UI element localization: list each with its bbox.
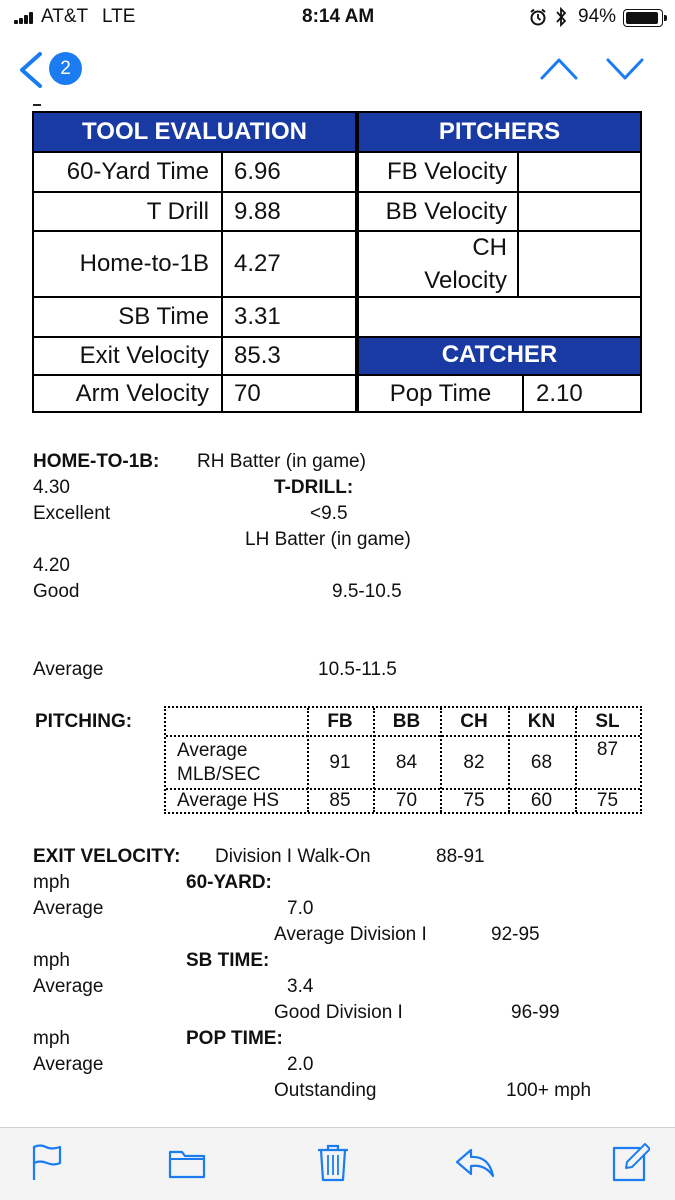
pitcher-label-ch: CH Velocity (424, 234, 507, 294)
sb-time-heading: SB TIME: (186, 950, 270, 971)
pitch-col-fb: FB (327, 710, 353, 732)
exit-velocity-heading: EXIT VELOCITY: (33, 846, 181, 867)
pop-average-value: 2.0 (287, 1054, 314, 1075)
pitchers-table (357, 111, 642, 413)
trash-icon[interactable] (313, 1142, 353, 1182)
pitcher-label-bb: BB Velocity (385, 197, 507, 225)
unread-badge[interactable]: 2 (49, 52, 82, 85)
lh-batter-label: LH Batter (in game) (245, 529, 411, 550)
pitch-mlb-bb: 84 (395, 751, 418, 773)
alarm-icon (529, 8, 547, 26)
average-tdrill-value: 10.5-11.5 (318, 659, 397, 680)
sixty-average-value: 7.0 (287, 898, 314, 919)
tool-label-60yard: 60-Yard Time (66, 158, 209, 185)
catcher-value-pop-time: 2.10 (536, 380, 583, 407)
sixty-yard-heading: 60-YARD: (186, 872, 272, 893)
battery-percent: 94% (578, 6, 617, 27)
home-to-1b-heading: HOME-TO-1B: (33, 451, 160, 472)
good-label: Good (33, 581, 80, 602)
pop-average-label: Average (33, 1054, 104, 1075)
pitching-heading: PITCHING: (35, 711, 133, 732)
pitch-mlb-kn: 68 (530, 751, 553, 773)
next-message-icon[interactable] (605, 54, 645, 84)
sb-average-value: 3.4 (287, 976, 314, 997)
tool-value-sb-time: 3.31 (234, 303, 281, 330)
tool-value-tdrill: 9.88 (234, 197, 281, 225)
pitch-col-bb: BB (392, 710, 421, 732)
pitch-row-hs-label: Average HS (177, 790, 280, 811)
pitch-col-ch: CH (460, 710, 488, 732)
average-label: Average (33, 659, 104, 680)
good-div1-value: 96-99 (511, 1002, 560, 1023)
tool-label-exit-velocity: Exit Velocity (79, 342, 209, 369)
catcher-header: CATCHER (359, 336, 640, 374)
tool-value-exit-velocity: 85.3 (234, 342, 281, 369)
avg-div1-value: 92-95 (491, 924, 540, 945)
tool-label-tdrill: T Drill (146, 197, 209, 225)
pitch-mlb-fb: 91 (329, 751, 351, 773)
mph-label-2: mph (33, 950, 70, 971)
pitch-mlb-ch: 82 (463, 751, 485, 773)
pitch-hs-ch: 75 (463, 790, 485, 811)
pitch-mlb-sl: 87 (596, 739, 619, 760)
pitchers-header: PITCHERS (359, 113, 640, 151)
walk-on-value: 88-91 (436, 846, 485, 867)
carrier: AT&T (41, 6, 89, 27)
tool-label-home-to-1b: Home-to-1B (79, 250, 209, 277)
tool-value-60yard: 6.96 (234, 158, 281, 185)
pop-time-heading: POP TIME: (186, 1028, 283, 1049)
avg-div1-label: Average Division I (274, 924, 427, 945)
divider-mark (33, 104, 41, 106)
clock: 8:14 AM (302, 6, 375, 27)
catcher-label-pop-time: Pop Time (389, 380, 492, 407)
sb-average-label: Average (33, 976, 104, 997)
mph-label-1: mph (33, 872, 70, 893)
pitch-hs-kn: 60 (530, 790, 553, 811)
pitching-table (164, 706, 642, 814)
pitch-hs-sl: 75 (596, 790, 619, 811)
reply-icon[interactable] (455, 1142, 495, 1182)
bluetooth-icon (555, 7, 567, 27)
tool-evaluation-table (32, 111, 357, 413)
signal-icon (14, 12, 36, 24)
lh-batter-value: 4.20 (33, 555, 70, 576)
previous-message-icon[interactable] (539, 54, 579, 84)
pitch-row-mlb-label: Average MLB/SEC (177, 739, 261, 785)
pitcher-label-fb: FB Velocity (386, 158, 507, 185)
mph-label-3: mph (33, 1028, 70, 1049)
rh-batter-value: 4.30 (33, 477, 70, 498)
tool-evaluation-header: TOOL EVALUATION (34, 113, 355, 151)
excellent-tdrill-value: <9.5 (310, 503, 348, 524)
good-tdrill-value: 9.5-10.5 (332, 581, 402, 602)
walk-on-label: Division I Walk-On (215, 846, 371, 867)
network-type: LTE (102, 6, 136, 27)
outstanding-label: Outstanding (274, 1080, 377, 1101)
bottom-toolbar (0, 1127, 675, 1200)
flag-icon[interactable] (28, 1142, 68, 1182)
tool-value-arm-velocity: 70 (234, 380, 261, 407)
pitch-col-kn: KN (527, 710, 556, 732)
compose-icon[interactable] (610, 1142, 650, 1182)
outstanding-value: 100+ mph (506, 1080, 592, 1101)
pitch-hs-bb: 70 (395, 790, 418, 811)
pitch-col-sl: SL (595, 710, 620, 732)
pitch-hs-fb: 85 (329, 790, 351, 811)
good-div1-label: Good Division I (274, 1002, 403, 1023)
folder-icon[interactable] (167, 1142, 207, 1182)
rh-batter-label: RH Batter (in game) (197, 451, 366, 472)
sixty-average-label: Average (33, 898, 104, 919)
excellent-label: Excellent (33, 503, 111, 524)
tool-value-home-to-1b: 4.27 (234, 250, 281, 277)
status-bar (0, 0, 675, 34)
tool-label-arm-velocity: Arm Velocity (75, 380, 209, 407)
battery-icon (623, 9, 663, 27)
t-drill-heading: T-DRILL: (274, 477, 354, 498)
tool-label-sb-time: SB Time (118, 303, 209, 330)
